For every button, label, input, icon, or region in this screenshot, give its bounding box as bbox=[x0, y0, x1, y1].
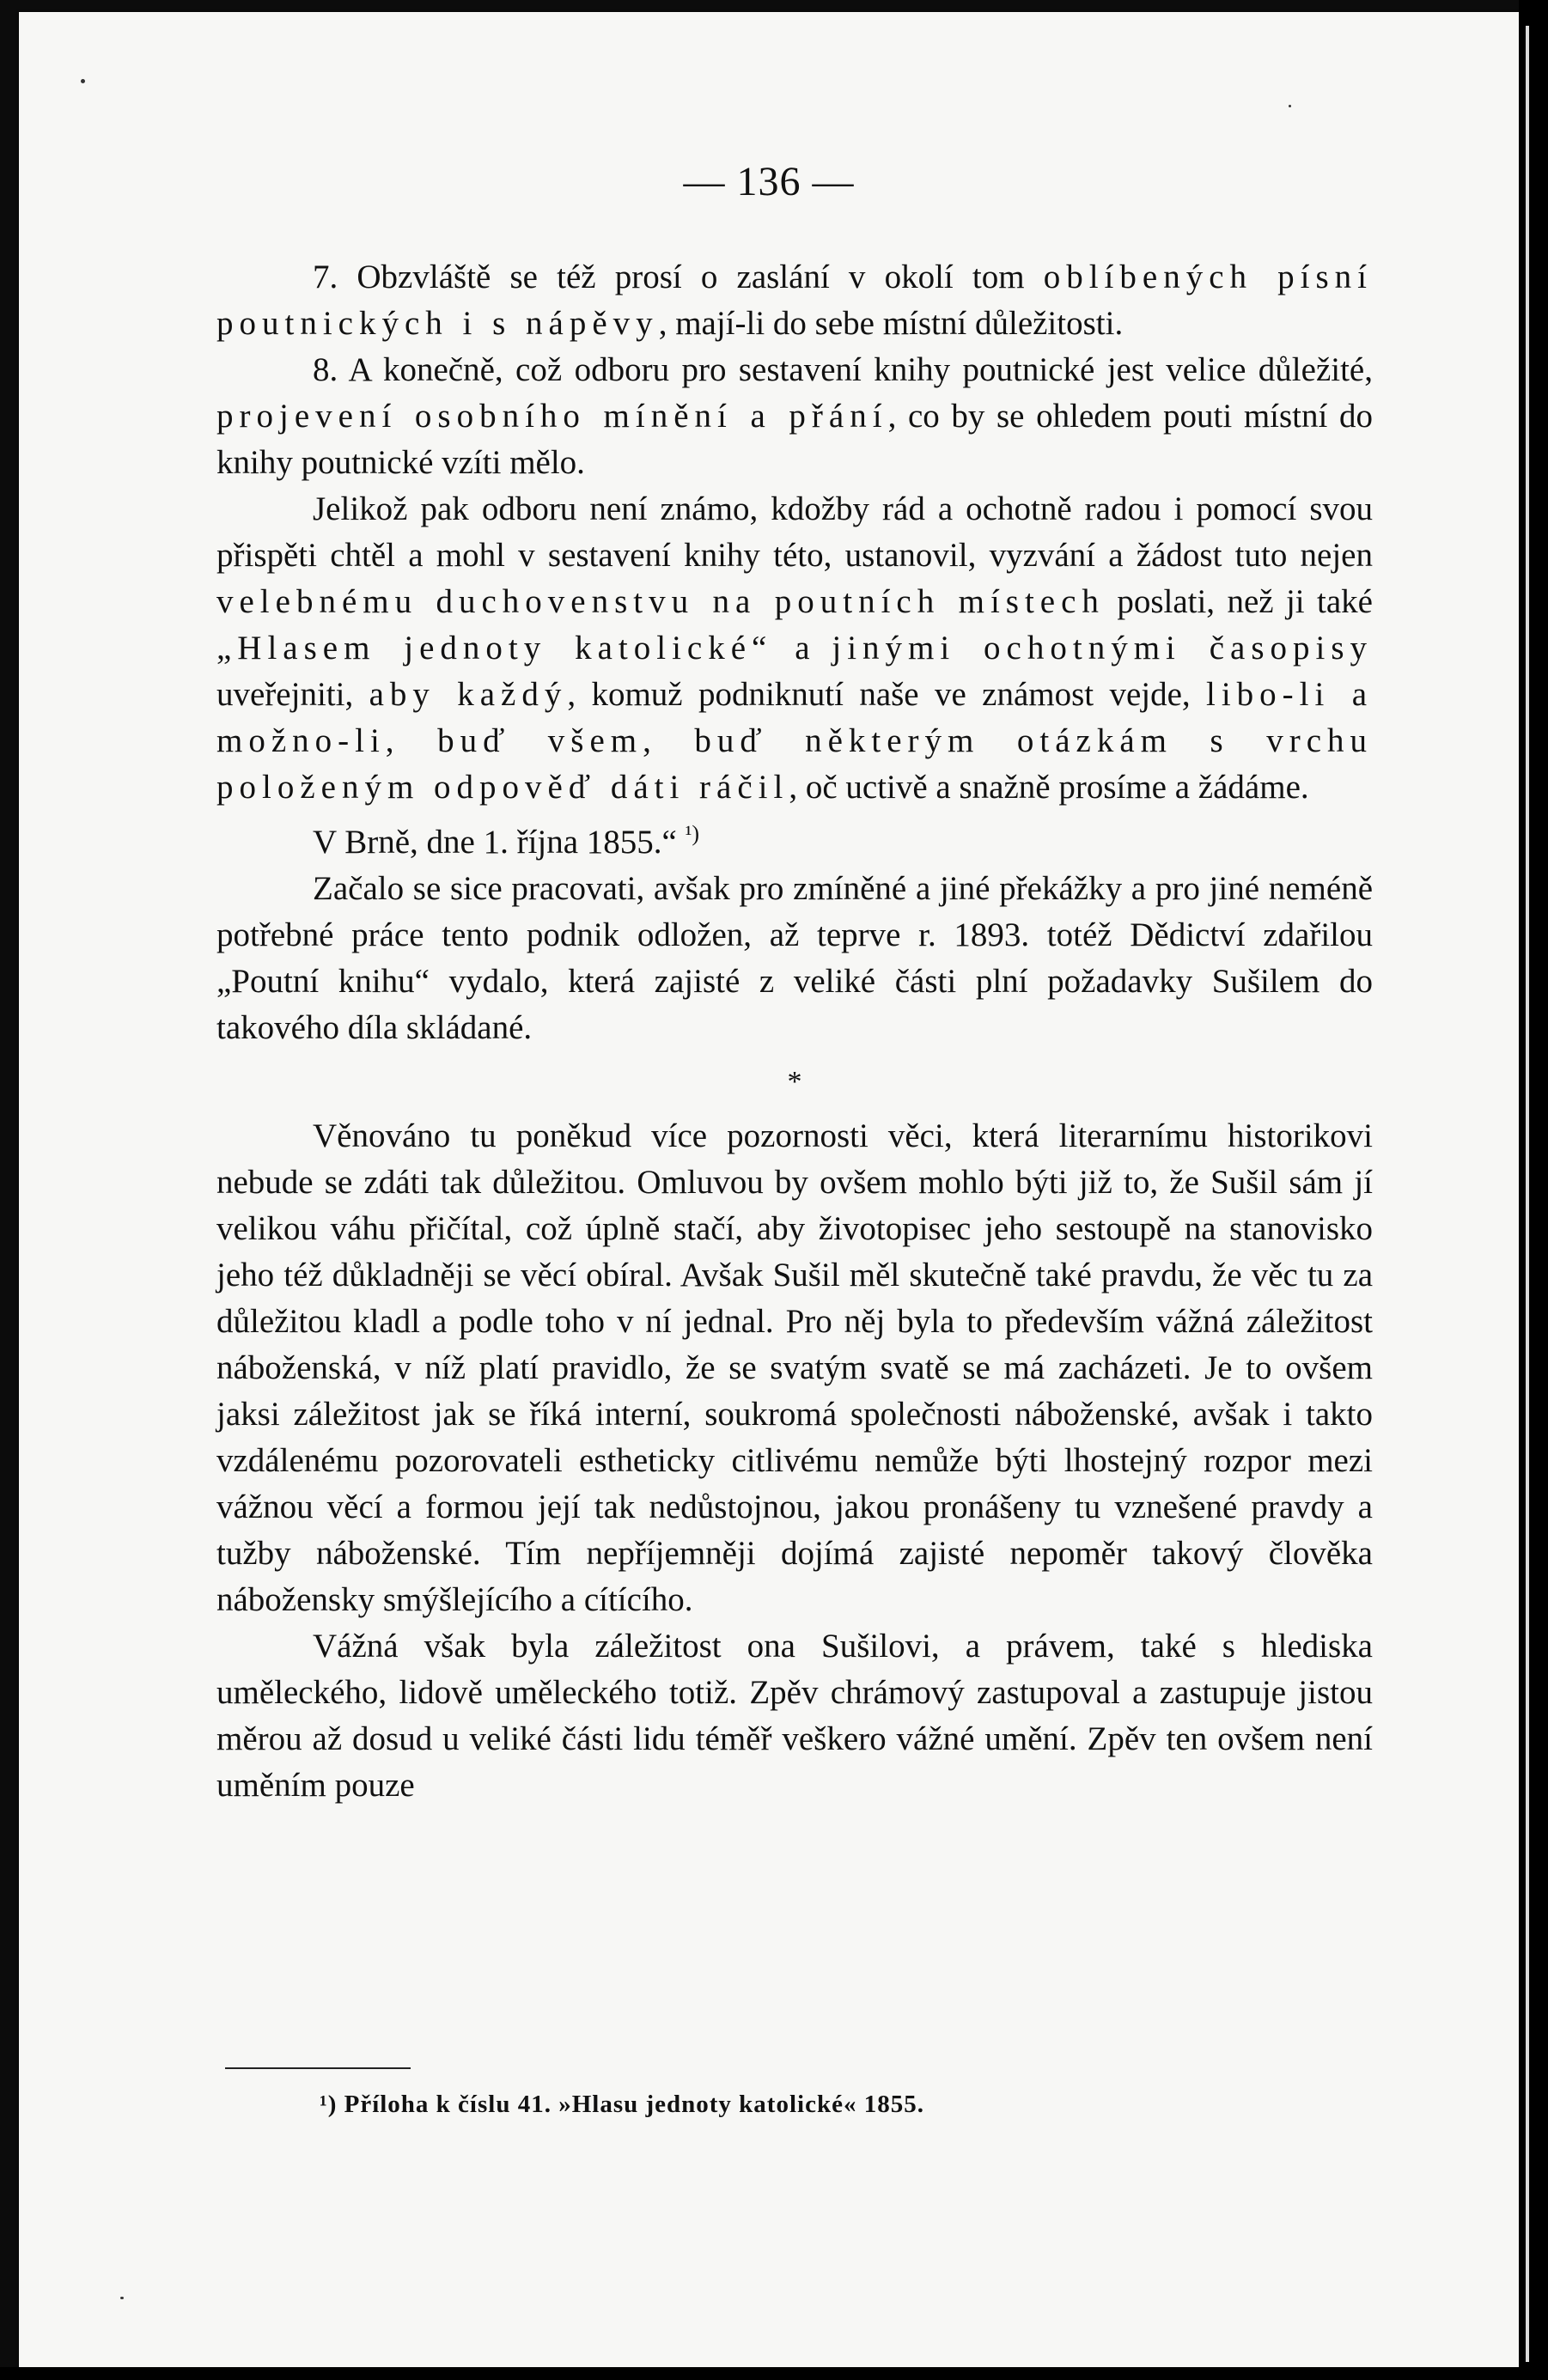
text-run: Vážná však byla záležitost ona Sušilovi, a právem, také s hlediska uměleckého, lidově uměleckého totiž. Zpěv chrámový zastupoval a zastupuje jistou měrou až dosud u veliké části lidu téměř veškero vážné umění. Zpěv ten ovšem není uměním pouze bbox=[216, 1628, 1373, 1804]
text-run: poslati, než ji také bbox=[1104, 583, 1373, 620]
scan-border-bottom bbox=[0, 2367, 1548, 2380]
emphasized-text: velebnému duchovenstvu na poutních místech bbox=[216, 583, 1105, 620]
emphasized-text: oblíbených písní poutnických i s nápěvy bbox=[216, 259, 1374, 342]
body-text bbox=[216, 254, 1373, 1809]
text-run: Jelikož pak odboru není známo, kdožby rád a ochotně radou i pomocí svou přispěti chtěl a mohl v sestavení knihy této, ustanovil, vyzvání a žádost tuto nejen bbox=[216, 490, 1373, 574]
text-run: 8. A konečně, což odboru pro sestavení knihy poutnické jest velice důležité, bbox=[313, 351, 1373, 388]
paragraph bbox=[216, 811, 1373, 866]
text-run: V Brně, dne 1. října 1855.“ bbox=[313, 824, 686, 861]
footnote-ref: ¹) bbox=[685, 821, 700, 846]
emphasized-text: aby každý bbox=[369, 676, 568, 713]
text-run: , oč uctivě a snažně prosíme a žádáme. bbox=[789, 769, 1309, 806]
text-run: uveřejniti, bbox=[216, 676, 369, 713]
text-run: , mají-li do sebe místní důležitosti. bbox=[658, 305, 1124, 342]
paragraph bbox=[216, 866, 1373, 1051]
paragraph bbox=[216, 1113, 1373, 1623]
text-run: * bbox=[787, 1066, 802, 1098]
scan-border-right bbox=[1519, 0, 1548, 2380]
paragraph bbox=[216, 486, 1373, 811]
emphasized-text: jinými ochotnými časopisy bbox=[832, 630, 1374, 667]
text-run: , co by se ohledem pouti místní do knihy poutnické vzíti mělo. bbox=[216, 398, 1373, 481]
section-separator bbox=[216, 1051, 1373, 1113]
text-run: Věnováno tu poněkud více pozornosti věci, která literarnímu historikovi nebude se zdáti tak důležitou. Omluvou by ovšem mohlo býti již to, že Sušil sám jí velikou váhu přičítal, což úplně stačí, aby životopisec jeho sestoupě na stanovisko jeho též důkladněji se věcí obíral. Avšak Sušil měl skutečně také pravdu, že věc tu za důležitou kladl a podle toho v ní jednal. Pro něj byla to především vážná záležitost náboženská, v níž platí pravidlo, že se svatým svatě se má zacházeti. Je to ovšem jaksi záležitost jak se říká interní, soukromá společnosti náboženské, avšak i takto vzdálenému pozorovateli estheticky citlivému nemůže býti lhostejný rozpor mezi vážnou věcí a formou její tak nedůstojnou, jakou pronášeny tu vznešené pravdy a tužby náboženské. Tím nepříjemněji dojímá zajisté nepoměr takový člověka nábožensky smýšlejícího a cítícího. bbox=[216, 1117, 1373, 1618]
text-run: 7. Obzvláště se též prosí o zaslání v okolí tom bbox=[313, 259, 1044, 295]
footnote-rule bbox=[225, 2067, 411, 2069]
paragraph bbox=[216, 347, 1373, 486]
paragraph bbox=[216, 1623, 1373, 1809]
scan-speck bbox=[120, 2297, 124, 2299]
emphasized-text: projevení osobního mínění a přání bbox=[216, 398, 888, 435]
emphasized-text: „Hlasem jednoty katolické“ bbox=[216, 630, 773, 667]
footnote: ¹) Příloha k číslu 41. »Hlasu jednoty katolické« 1855. bbox=[320, 2091, 924, 2118]
paragraph bbox=[216, 254, 1373, 347]
scan-speck bbox=[1289, 105, 1291, 107]
book-page bbox=[19, 12, 1519, 2367]
page-number: — 136 — bbox=[683, 159, 855, 204]
text-run: a bbox=[772, 630, 832, 667]
text-run: Začalo se sice pracovati, avšak pro zmíněné a jiné překážky a pro jiné neméně potřebné práce tento podnik odložen, až teprve r. 1893. totéž Dědictví zdařilou „Poutní knihu“ vydalo, která zajisté z veliké části plní požadavky Sušilem do takového díla skládané. bbox=[216, 870, 1373, 1046]
emphasized-text: libo-li a možno-li, buď všem, buď některým otázkám s vrchu položeným odpověď dáti ráčil bbox=[216, 676, 1374, 806]
text-run: , komuž podniknutí naše ve známost vejde, bbox=[567, 676, 1207, 713]
scan-speck bbox=[81, 79, 85, 83]
